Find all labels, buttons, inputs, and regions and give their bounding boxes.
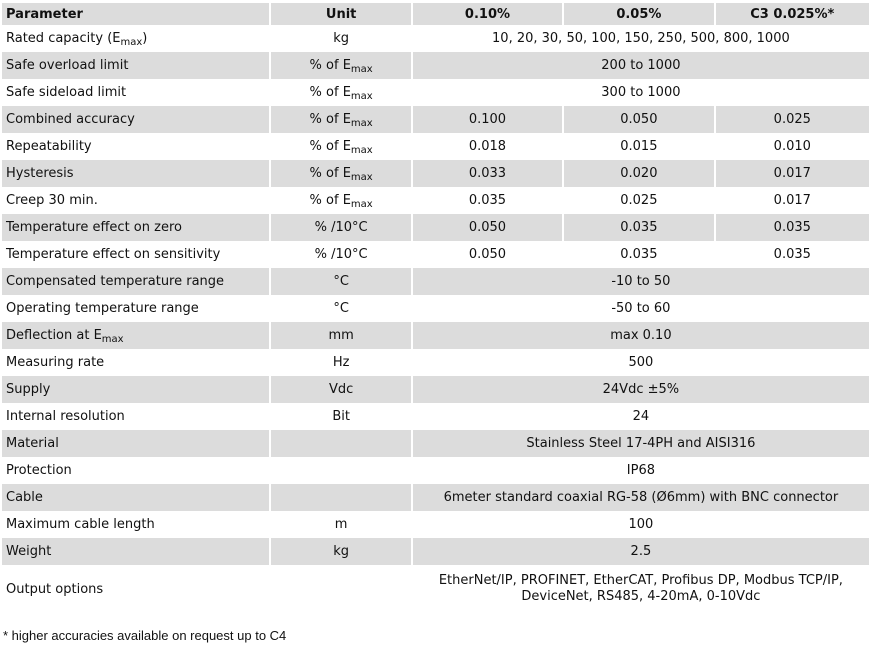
- param-cell: Rated capacity $(E_{max})$: [2, 25, 269, 52]
- unit-cell: % of $E_{max}$: [271, 133, 410, 160]
- unit-cell: % of $E_{max}$: [271, 160, 410, 187]
- header-unit: Unit: [271, 3, 410, 25]
- unit-cell: % /10°C: [271, 214, 410, 241]
- value-cell: -10 to 50: [413, 268, 869, 295]
- value-cell: 0.035: [716, 214, 869, 241]
- param-cell: Deflection at $E_{max}$: [2, 322, 269, 349]
- value-cell: 0.050: [564, 106, 713, 133]
- param-cell: Hysteresis: [2, 160, 269, 187]
- unit-cell: [271, 565, 410, 613]
- table-header-row: [2, 3, 869, 25]
- table-row: [2, 187, 869, 214]
- table-row: [2, 403, 869, 430]
- value-cell: max 0.10: [413, 322, 869, 349]
- param-cell: Protection: [2, 457, 269, 484]
- value-cell: Stainless Steel 17-4PH and AISI316: [413, 430, 869, 457]
- table-row: [2, 133, 869, 160]
- table-row: [2, 322, 869, 349]
- table-row: [2, 106, 869, 133]
- value-cell: 0.050: [413, 214, 562, 241]
- value-cell: 10, 20, 30, 50, 100, 150, 250, 500, 800, 1000: [413, 25, 869, 52]
- footnote: * higher accuracies available on request up to C4: [3, 628, 287, 643]
- param-cell: Temperature effect on sensitivity: [2, 241, 269, 268]
- param-cell: Safe sideload limit: [2, 79, 269, 106]
- param-cell: Cable: [2, 484, 269, 511]
- table-row: [2, 214, 869, 241]
- param-cell: Creep 30 min.: [2, 187, 269, 214]
- value-cell: 0.035: [564, 241, 713, 268]
- table-row: [2, 268, 869, 295]
- value-cell: 0.018: [413, 133, 562, 160]
- param-cell: Weight: [2, 538, 269, 565]
- header-parameter: Parameter: [2, 3, 269, 25]
- value-cell: -50 to 60: [413, 295, 869, 322]
- value-cell: IP68: [413, 457, 869, 484]
- unit-cell: kg: [271, 25, 410, 52]
- value-cell: 0.010: [716, 133, 869, 160]
- value-cell: 0.025: [564, 187, 713, 214]
- table-row: [2, 25, 869, 52]
- unit-cell: Bit: [271, 403, 410, 430]
- unit-cell: m: [271, 511, 410, 538]
- unit-cell: % of $E_{max}$: [271, 52, 410, 79]
- value-cell: 6meter standard coaxial RG-58 (Ø6mm) with BNC connector: [413, 484, 869, 511]
- param-cell: Material: [2, 430, 269, 457]
- param-cell: Safe overload limit: [2, 52, 269, 79]
- header-accuracy-010: 0.10%: [413, 3, 562, 25]
- value-cell: 100: [413, 511, 869, 538]
- param-cell: Measuring rate: [2, 349, 269, 376]
- value-cell: 0.050: [413, 241, 562, 268]
- value-cell: 0.033: [413, 160, 562, 187]
- value-cell: 0.017: [716, 187, 869, 214]
- unit-cell: [271, 430, 410, 457]
- unit-cell: kg: [271, 538, 410, 565]
- table-row: [2, 565, 869, 613]
- unit-cell: mm: [271, 322, 410, 349]
- value-cell: 0.025: [716, 106, 869, 133]
- value-cell: 0.100: [413, 106, 562, 133]
- unit-cell: % of $E_{max}$: [271, 79, 410, 106]
- param-cell: Compensated temperature range: [2, 268, 269, 295]
- table-row: [2, 160, 869, 187]
- value-cell: 300 to 1000: [413, 79, 869, 106]
- param-cell: Internal resolution: [2, 403, 269, 430]
- value-cell: 0.035: [564, 214, 713, 241]
- value-cell: 0.035: [716, 241, 869, 268]
- unit-cell: % /10°C: [271, 241, 410, 268]
- table-row: [2, 52, 869, 79]
- value-cell: 0.015: [564, 133, 713, 160]
- table-row: [2, 430, 869, 457]
- param-cell: Output options: [2, 565, 269, 613]
- unit-cell: Vdc: [271, 376, 410, 403]
- value-cell: 0.020: [564, 160, 713, 187]
- value-cell: 500: [413, 349, 869, 376]
- param-cell: Repeatability: [2, 133, 269, 160]
- specification-table: [0, 3, 871, 613]
- table-row: [2, 79, 869, 106]
- unit-cell: % of $E_{max}$: [271, 187, 410, 214]
- table-row: [2, 484, 869, 511]
- value-cell: 0.035: [413, 187, 562, 214]
- value-cell: 0.017: [716, 160, 869, 187]
- unit-cell: % of $E_{max}$: [271, 106, 410, 133]
- param-cell: Combined accuracy: [2, 106, 269, 133]
- unit-cell: °C: [271, 295, 410, 322]
- value-cell: 200 to 1000: [413, 52, 869, 79]
- table-row: [2, 349, 869, 376]
- value-cell: 24Vdc ±5%: [413, 376, 869, 403]
- table-row: [2, 241, 869, 268]
- unit-cell: °C: [271, 268, 410, 295]
- unit-cell: Hz: [271, 349, 410, 376]
- value-cell: 2.5: [413, 538, 869, 565]
- header-accuracy-c3: C3 0.025%*: [716, 3, 869, 25]
- table-row: [2, 457, 869, 484]
- param-cell: Operating temperature range: [2, 295, 269, 322]
- param-cell: Maximum cable length: [2, 511, 269, 538]
- param-cell: Temperature effect on zero: [2, 214, 269, 241]
- table-row: [2, 511, 869, 538]
- header-accuracy-005: 0.05%: [564, 3, 713, 25]
- unit-cell: [271, 457, 410, 484]
- unit-cell: [271, 484, 410, 511]
- table-row: [2, 376, 869, 403]
- table-row: [2, 295, 869, 322]
- table-row: [2, 538, 869, 565]
- param-cell: Supply: [2, 376, 269, 403]
- value-cell: 24: [413, 403, 869, 430]
- value-cell: EtherNet/IP, PROFINET, EtherCAT, Profibus DP, Modbus TCP/IP, DeviceNet, RS485, 4-20mA, 0-10Vdc: [413, 565, 869, 613]
